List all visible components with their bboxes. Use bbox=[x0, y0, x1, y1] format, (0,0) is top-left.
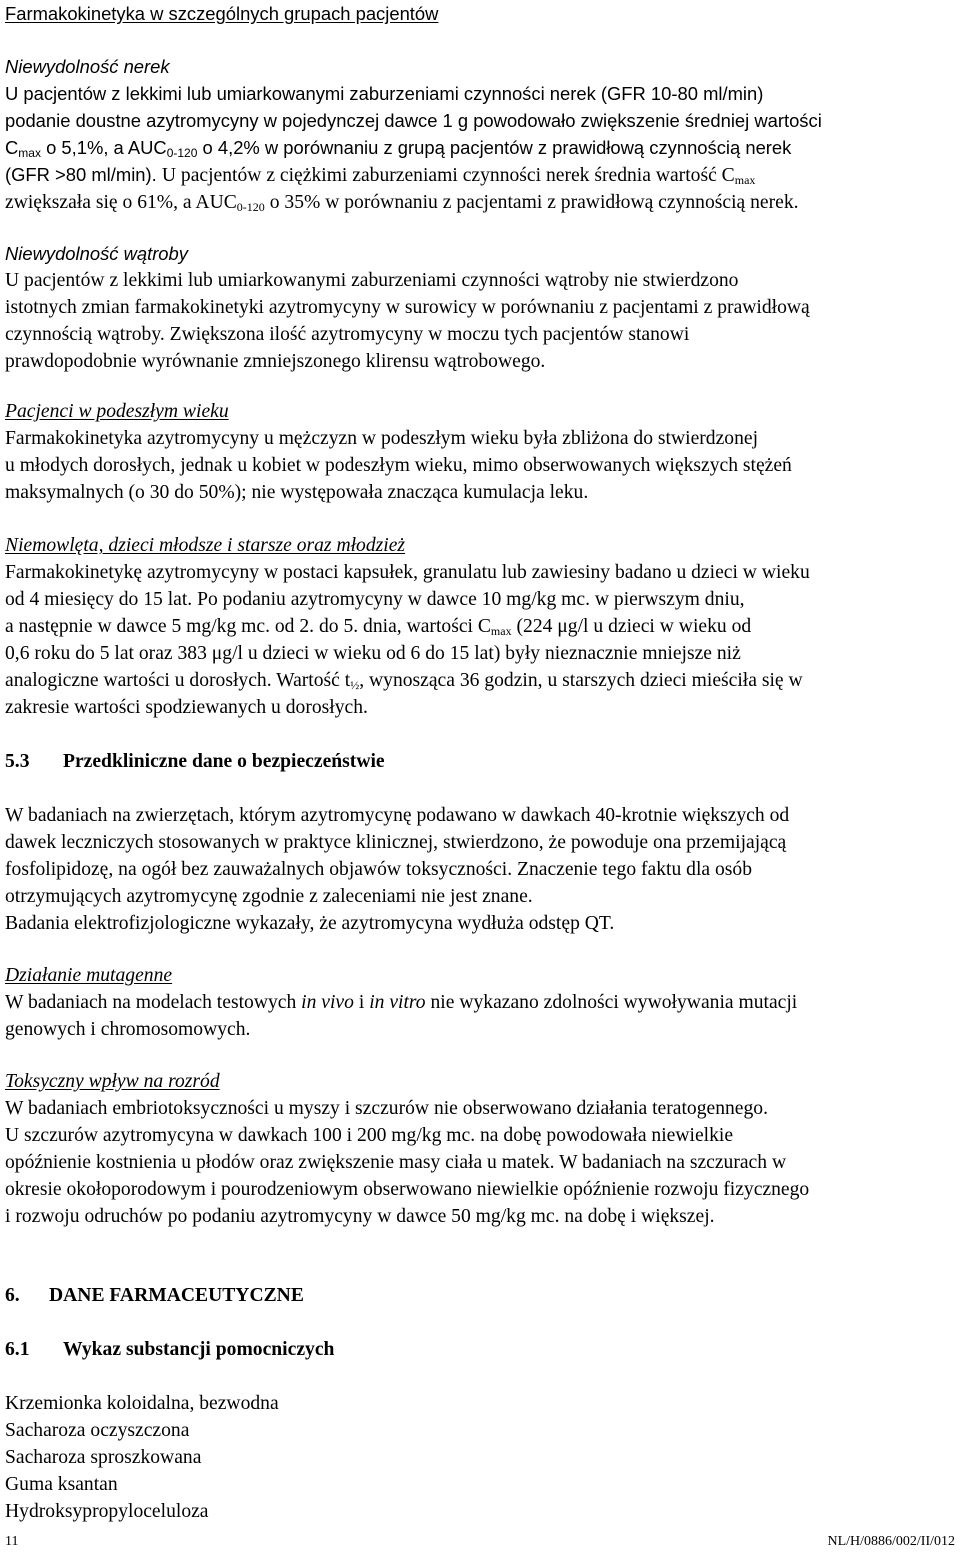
mutagen-line-1: W badaniach na modelach testowych in vivo i in vitro nie wykazano zdolności wywoływania mutacji bbox=[5, 992, 798, 1013]
list-item: Hydroksypropyloceluloza bbox=[5, 1501, 209, 1522]
children-heading: Niemowlęta, dzieci młodsze i starsze oraz młodzież bbox=[5, 535, 406, 556]
kidney-line-5: zwiększała się o 61%, a $AUC_{0-120}$ o 35% w porównaniu z pacjentami z prawidłową czynnością nerek. bbox=[5, 192, 799, 214]
list-item: Krzemionka koloidalna, bezwodna bbox=[5, 1393, 279, 1414]
preclinical-line-2: dawek leczniczych stosowanych w praktyce klinicznej, stwierdzono, że powoduje ona przemijającą bbox=[5, 832, 787, 853]
children-line-3: a następnie w dawce 5 mg/kg mc. od 2. do 5. dnia, wartości $C_{max}$ (224 μg/l u dzieci w wieku od bbox=[5, 616, 752, 638]
section-elderly bbox=[5, 398, 792, 506]
section-title: Przedkliniczne dane o bezpieczeństwie bbox=[63, 751, 385, 772]
liver-line-4: prawdopodobnie wyrównanie zmniejszonego klirensu wątrobowego. bbox=[5, 351, 546, 372]
section-title: DANE FARMACEUTYCZNE bbox=[49, 1285, 304, 1306]
elderly-line-1: Farmakokinetyka azytromycyny u mężczyzn w podeszłym wieku była zbliżona do stwierdzonej bbox=[5, 428, 759, 449]
mutagen-line-2: genowych i chromosomowych. bbox=[5, 1019, 251, 1040]
reproduction-line-5: i rozwoju odruchów po podaniu azytromycyny w dawce 50 mg/kg mc. na dobę i większej. bbox=[5, 1206, 715, 1227]
reproduction-line-2: U szczurów azytromycyna w dawkach 100 i 200 mg/kg mc. na dobę powodowała niewielkie bbox=[5, 1125, 734, 1146]
children-line-2: od 4 miesięcy do 15 lat. Po podaniu azytromycyny w dawce 10 mg/kg mc. w pierwszym dniu, bbox=[5, 589, 745, 610]
liver-line-3: czynnością wątroby. Zwiększona ilość azytromycyny w moczu tych pacjentów stanowi bbox=[5, 324, 690, 345]
document-reference: NL/H/0886/002/II/012 bbox=[827, 1534, 955, 1549]
liver-heading: Niewydolność wątroby bbox=[5, 243, 188, 264]
preclinical-line-5: Badania elektrofizjologiczne wykazały, że azytromycyna wydłuża odstęp QT. bbox=[5, 913, 615, 934]
list-item: Guma ksantan bbox=[5, 1474, 118, 1495]
section-5-3-body bbox=[5, 802, 789, 937]
mutagen-heading: Działanie mutagenne bbox=[5, 965, 173, 986]
page-title bbox=[5, 0, 438, 27]
section-number: 6.1 bbox=[5, 1339, 30, 1360]
reproduction-line-3: opóźnienie kostnienia u płodów oraz zwiększenie masy ciała u matek. W badaniach na szczurach w bbox=[5, 1152, 787, 1173]
section-title: Farmakokinetyka w szczególnych grupach pacjentów bbox=[5, 3, 439, 24]
reproduction-line-4: okresie okołoporodowym i pourodzeniowym obserwowano niewielkie opóźnienie rozwoju fizycznego bbox=[5, 1179, 810, 1200]
children-line-5: analogiczne wartości u dorosłych. Wartość $t_{\frac{1}{2}}$, wynosząca 36 godzin, u starszych dzieci mieściła się w bbox=[5, 670, 803, 692]
section-6-1-heading bbox=[5, 1336, 334, 1363]
preclinical-line-4: otrzymujących azytromycynę zgodnie z zaleceniami nie jest znane. bbox=[5, 886, 533, 907]
reproduction-line-1: W badaniach embriotoksyczności u myszy i szczurów nie obserwowano działania teratogennego. bbox=[5, 1098, 768, 1119]
elderly-heading: Pacjenci w podeszłym wieku bbox=[5, 401, 229, 422]
preclinical-line-1: W badaniach na zwierzętach, którym azytromycynę podawano w dawkach 40-krotnie większych od bbox=[5, 805, 790, 826]
excipients-list bbox=[5, 1390, 279, 1525]
preclinical-line-3: fosfolipidozę, na ogół bez zauważalnych objawów toksyczności. Znaczenie tego faktu dla osób bbox=[5, 859, 753, 880]
section-mutagen bbox=[5, 962, 797, 1043]
children-line-4: 0,6 roku do 5 lat oraz 383 μg/l u dzieci w wieku od 6 do 15 lat) były nieznacznie mniejsze niż bbox=[5, 643, 741, 664]
section-number: 6. bbox=[5, 1285, 20, 1306]
section-kidney bbox=[5, 53, 822, 216]
elderly-line-2: u młodych dorosłych, jednak u kobiet w podeszłym wieku, mimo obserwowanych większych stężeń bbox=[5, 455, 792, 476]
list-item: Sacharoza oczyszczona bbox=[5, 1420, 190, 1441]
section-reproduction bbox=[5, 1068, 809, 1230]
section-liver bbox=[5, 240, 810, 375]
kidney-line-3: $C_{max}$ o 5,1%, a $AUC_{0-120}$ o 4,2% w porównaniu z grupą pacjentów z prawidłową czynnością nerek bbox=[5, 137, 792, 160]
kidney-heading: Niewydolność nerek bbox=[5, 56, 170, 77]
section-title: Wykaz substancji pomocniczych bbox=[63, 1339, 335, 1360]
kidney-line-1: U pacjentów z lekkimi lub umiarkowanymi zaburzeniami czynności nerek (GFR 10-80 ml/min) bbox=[5, 83, 764, 104]
section-6-heading bbox=[5, 1282, 304, 1309]
reproduction-heading: Toksyczny wpływ na rozród bbox=[5, 1071, 220, 1092]
elderly-line-3: maksymalnych (o 30 do 50%); nie występowała znacząca kumulacja leku. bbox=[5, 482, 589, 503]
kidney-line-2: podanie doustne azytromycyny w pojedynczej dawce 1 g powodowało zwiększenie średniej wartości bbox=[5, 110, 822, 131]
kidney-line-4: (GFR >80 ml/min). U pacjentów z ciężkimi zaburzeniami czynności nerek średnia wartość $C_{max}$ bbox=[5, 164, 756, 187]
liver-line-2: istotnych zmian farmakokinetyki azytromycyny w surowicy w porównaniu z pacjentami z prawidłową bbox=[5, 297, 810, 318]
section-children bbox=[5, 532, 810, 721]
children-line-6: zakresie wartości spodziewanych u dorosłych. bbox=[5, 697, 368, 718]
liver-line-1: U pacjentów z lekkimi lub umiarkowanymi zaburzeniami czynności wątroby nie stwierdzono bbox=[5, 270, 739, 291]
section-5-3-heading bbox=[5, 748, 385, 775]
list-item: Sacharoza sproszkowana bbox=[5, 1447, 202, 1468]
page-number: 11 bbox=[5, 1534, 19, 1549]
section-number: 5.3 bbox=[5, 751, 30, 772]
children-line-1: Farmakokinetykę azytromycyny w postaci kapsułek, granulatu lub zawiesiny badano u dzieci w wieku bbox=[5, 562, 810, 583]
